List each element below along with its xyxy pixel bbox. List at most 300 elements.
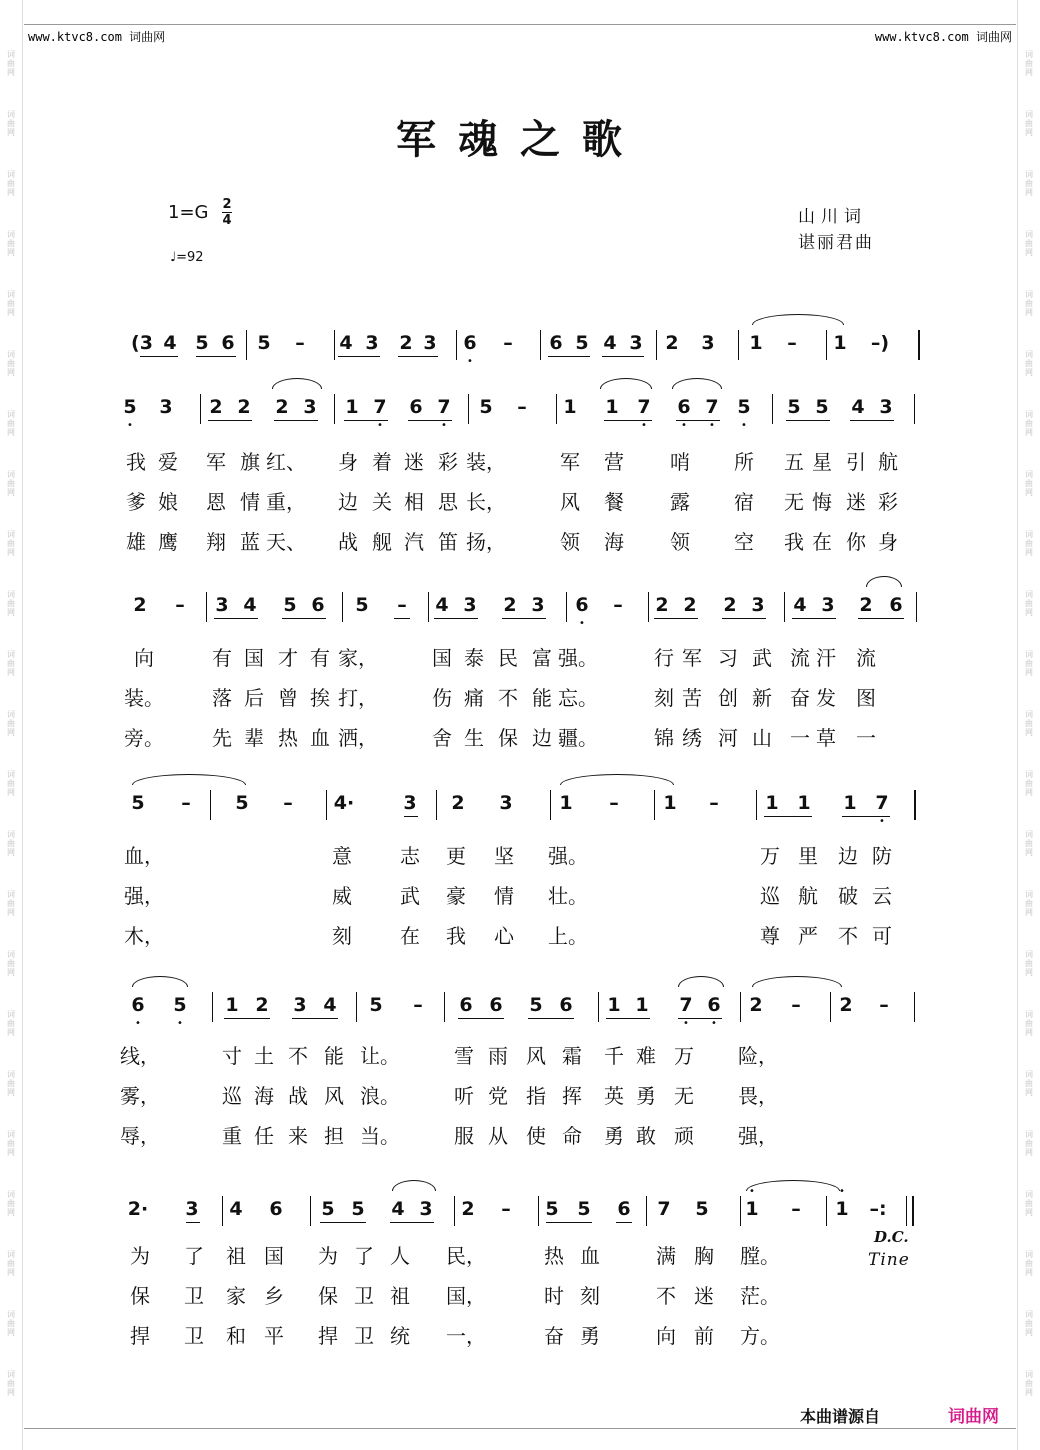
right-margin-strip <box>1017 0 1040 1450</box>
note: 1 <box>345 396 359 418</box>
octave-dot-below: • <box>681 420 687 431</box>
note: 4 <box>339 332 353 354</box>
lyric-char: 风 <box>324 1084 344 1108</box>
lyric-char: 边 <box>338 490 358 514</box>
lyric-char: 家 <box>226 1284 246 1308</box>
lyric-char: 富 <box>532 646 552 670</box>
note: 6 <box>617 1198 631 1220</box>
note: 2 <box>839 994 853 1016</box>
bar-line <box>598 992 599 1022</box>
lyric-char: 破 <box>838 884 858 908</box>
lyric-char: 为 <box>130 1244 150 1268</box>
lyric-char: 彩 <box>438 450 458 474</box>
note: 1 <box>605 396 619 418</box>
lyric-char: 装。 <box>124 686 164 710</box>
note-underline <box>140 356 178 357</box>
footer-brand-link[interactable]: 词曲网 <box>948 1407 999 1427</box>
lyric-char: 和 <box>226 1324 246 1348</box>
note: 2 <box>859 594 873 616</box>
note: 3 <box>293 994 307 1016</box>
lyric-char: 星 <box>812 450 832 474</box>
lyric-char: 勇 <box>580 1324 600 1348</box>
lyric-char: 草 <box>816 726 836 750</box>
lyric-char: 服 <box>454 1124 474 1148</box>
lyric-char: 后 <box>244 686 264 710</box>
lyric-char: 餐 <box>604 490 624 514</box>
time-signature-bottom: 4 <box>222 213 232 228</box>
lyric-char: 锦 <box>654 726 674 750</box>
octave-dot-below: • <box>683 1018 689 1029</box>
bar-line <box>556 394 557 424</box>
lyric-char: 不 <box>498 686 518 710</box>
lyric-char: 辱， <box>120 1124 160 1148</box>
note-underline <box>282 618 326 619</box>
tie-slur <box>752 976 842 987</box>
header-url-left[interactable]: www.ktvc8.com 词曲网 <box>28 30 166 44</box>
note: –) <box>870 332 890 354</box>
side-watermark: 词 曲 网 <box>1025 1130 1033 1157</box>
bar-line <box>222 1196 223 1226</box>
note: – <box>503 332 513 354</box>
lyric-char: 满 <box>656 1244 676 1268</box>
lyric-char: 流 <box>856 646 876 670</box>
lyric-char: 装， <box>466 450 506 474</box>
lyric-char: 有 <box>212 646 232 670</box>
lyric-char: 挥 <box>562 1084 582 1108</box>
octave-dot-above: • <box>749 1186 755 1197</box>
lyric-char: 生 <box>464 726 484 750</box>
bar-line <box>310 1196 311 1226</box>
note: – <box>295 332 305 354</box>
bar-line <box>456 330 457 360</box>
lyric-char: 重 <box>222 1124 242 1148</box>
bar-line <box>326 790 327 820</box>
lyric-char: 任 <box>254 1124 274 1148</box>
tie-slur <box>866 576 902 587</box>
lyric-char: 卫 <box>354 1324 374 1348</box>
tie-slur <box>132 774 246 785</box>
note-underline <box>606 1018 650 1019</box>
lyric-char: 先 <box>212 726 232 750</box>
lyric-char: 伤 <box>432 686 452 710</box>
side-watermark: 词 曲 网 <box>1025 1310 1033 1337</box>
note: – <box>397 594 407 616</box>
note: 5 <box>479 396 493 418</box>
lyric-char: 严 <box>798 924 818 948</box>
lyric-char: 领 <box>670 530 690 554</box>
note: 4 <box>851 396 865 418</box>
note-underline <box>394 618 410 619</box>
note: 4 <box>435 594 449 616</box>
lyric-char: 军 <box>682 646 702 670</box>
bar-line <box>784 592 785 622</box>
lyric-char: 人 <box>390 1244 410 1268</box>
note: 5 <box>369 994 383 1016</box>
lyric-char: 迷 <box>404 450 424 474</box>
note: 1 <box>843 792 857 814</box>
lyric-char: 红、 <box>266 450 306 474</box>
lyric-char: 习 <box>718 646 738 670</box>
dc-mark: D.C. <box>874 1228 909 1246</box>
bar-line <box>334 330 335 360</box>
note: – <box>613 594 623 616</box>
side-watermark: 词 曲 网 <box>7 650 15 677</box>
lyric-char: 巡 <box>760 884 780 908</box>
lyric-char: 天、 <box>266 530 306 554</box>
lyric-char: 土 <box>254 1044 274 1068</box>
note: 1 <box>835 1198 849 1220</box>
lyric-char: 悔 <box>812 490 832 514</box>
lyric-char: 关 <box>372 490 392 514</box>
note: 5 <box>131 792 145 814</box>
note-underline <box>616 1222 632 1223</box>
lyric-char: 木， <box>124 924 164 948</box>
lyric-char: 强。 <box>558 646 598 670</box>
note: 2 <box>665 332 679 354</box>
lyric-char: 舰 <box>372 530 392 554</box>
bar-line <box>550 790 551 820</box>
lyric-char: 航 <box>798 884 818 908</box>
bar-line <box>914 394 915 424</box>
lyric-char: 让。 <box>360 1044 400 1068</box>
lyric-char: 边 <box>838 844 858 868</box>
note-underline <box>434 618 478 619</box>
note-underline <box>786 420 830 421</box>
note: 2 <box>255 994 269 1016</box>
lyric-char: 海 <box>254 1084 274 1108</box>
lyric-char: 战 <box>288 1084 308 1108</box>
note: 1 <box>663 792 677 814</box>
tie-slur <box>672 378 722 389</box>
note: 6 <box>489 994 503 1016</box>
lyric-char: 热 <box>544 1244 564 1268</box>
lyric-char: 寸 <box>222 1044 242 1068</box>
side-watermark: 词 曲 网 <box>1025 290 1033 317</box>
lyric-char: 汽 <box>404 530 424 554</box>
note: – <box>879 994 889 1016</box>
lyric-char: 英 <box>604 1084 624 1108</box>
lyric-char: 战 <box>338 530 358 554</box>
footer-source-label: 本曲谱源自 <box>800 1407 881 1426</box>
lyric-char: 卫 <box>354 1284 374 1308</box>
note: 4 <box>323 994 337 1016</box>
note: 6 <box>677 396 691 418</box>
lyric-char: 风 <box>560 490 580 514</box>
note: 5 <box>283 594 297 616</box>
side-watermark: 词 曲 网 <box>1025 1370 1033 1397</box>
bar-line <box>454 1196 455 1226</box>
lyric-char: 了 <box>354 1244 374 1268</box>
note: 1 <box>225 994 239 1016</box>
lyric-char: 宿 <box>734 490 754 514</box>
lyric-char: 豪 <box>446 884 466 908</box>
note-underline <box>764 816 812 817</box>
note-underline <box>654 618 698 619</box>
bar-line <box>206 592 207 622</box>
lyric-char: 忘。 <box>558 686 598 710</box>
lyric-char: 不 <box>288 1044 308 1068</box>
lyric-char: 鹰 <box>158 530 178 554</box>
note-underline <box>320 1222 366 1223</box>
note: 1 <box>833 332 847 354</box>
note: 3 <box>701 332 715 354</box>
tempo-marking: ♩=92 <box>170 250 204 265</box>
note: (3 <box>131 332 153 354</box>
note: 3 <box>303 396 317 418</box>
lyric-char: 疆。 <box>558 726 598 750</box>
note: 1 <box>635 994 649 1016</box>
note: 4 <box>391 1198 405 1220</box>
side-watermark: 词 曲 网 <box>7 590 15 617</box>
lyric-char: 扬， <box>466 530 506 554</box>
tie-slur <box>678 976 724 987</box>
lyric-char: 里 <box>798 844 818 868</box>
lyric-char: 身 <box>878 530 898 554</box>
lyric-char: 哨 <box>670 450 690 474</box>
note: 7 <box>875 792 889 814</box>
side-watermark: 词 曲 网 <box>1025 590 1033 617</box>
lyric-char: 军 <box>206 450 226 474</box>
note: 5 <box>257 332 271 354</box>
side-watermark: 词 曲 网 <box>1025 1070 1033 1097</box>
lyric-char: 血 <box>310 726 330 750</box>
lyric-char: 着 <box>372 450 392 474</box>
note: 1 <box>765 792 779 814</box>
lyric-char: 情 <box>494 884 514 908</box>
note-underline <box>792 618 836 619</box>
note-underline <box>196 356 236 357</box>
bar-line <box>826 1196 827 1226</box>
tie-slur <box>272 378 322 389</box>
lyric-char: 指 <box>526 1084 546 1108</box>
lyric-char: 在 <box>400 924 420 948</box>
side-watermark: 词 曲 网 <box>1025 890 1033 917</box>
note: 7 <box>657 1198 671 1220</box>
lyric-char: 雾， <box>120 1084 160 1108</box>
lyric-char: 翔 <box>206 530 226 554</box>
lyric-char: 落 <box>212 686 232 710</box>
side-watermark: 词 曲 网 <box>7 1190 15 1217</box>
lyric-char: 挨 <box>310 686 330 710</box>
note: 1 <box>749 332 763 354</box>
side-watermark: 词 曲 网 <box>7 170 15 197</box>
note-underline <box>390 1222 434 1223</box>
lyric-char: 威 <box>332 884 352 908</box>
left-margin-strip <box>0 0 23 1450</box>
note: 5 <box>577 1198 591 1220</box>
note: 2 <box>683 594 697 616</box>
octave-dot-below: • <box>377 420 383 431</box>
lyric-char: 雄 <box>126 530 146 554</box>
lyric-char: 胸 <box>694 1244 714 1268</box>
bar-line <box>740 1196 741 1226</box>
note: 2 <box>237 396 251 418</box>
lyric-char: 巡 <box>222 1084 242 1108</box>
lyric-char: 捍 <box>318 1324 338 1348</box>
tie-slur <box>560 774 674 785</box>
lyric-char: 彩 <box>878 490 898 514</box>
note: 5 <box>351 1198 365 1220</box>
note: – <box>517 396 527 418</box>
note: – <box>709 792 719 814</box>
note: 2 <box>275 396 289 418</box>
lyric-char: 武 <box>752 646 772 670</box>
lyricist-credit: 山川词 <box>798 207 867 227</box>
side-watermark: 词 曲 网 <box>1025 350 1033 377</box>
note-underline <box>214 618 258 619</box>
lyric-char: 曾 <box>278 686 298 710</box>
lyric-char: 辈 <box>244 726 264 750</box>
note-underline <box>602 356 644 357</box>
note: –: <box>869 1198 887 1220</box>
music-line <box>0 988 1040 1026</box>
octave-dot-below: • <box>711 1018 717 1029</box>
octave-dot-below: • <box>127 420 133 431</box>
lyric-char: 不 <box>656 1284 676 1308</box>
music-line <box>0 326 1040 364</box>
note: 3 <box>215 594 229 616</box>
lyric-char: 航 <box>878 450 898 474</box>
lyric-char: 党 <box>488 1084 508 1108</box>
note: 5 <box>355 594 369 616</box>
octave-dot-below: • <box>579 618 585 629</box>
note: 1 <box>563 396 577 418</box>
lyric-char: 乡 <box>264 1284 284 1308</box>
bar-line <box>830 992 831 1022</box>
lyric-char: 前 <box>694 1324 714 1348</box>
lyric-char: 一 <box>856 726 876 750</box>
lyric-char: 云 <box>872 884 892 908</box>
note: 3 <box>531 594 545 616</box>
note: 6 <box>575 594 589 616</box>
note: 2 <box>209 396 223 418</box>
side-watermark: 词 曲 网 <box>7 950 15 977</box>
note-underline <box>224 1018 270 1019</box>
side-watermark: 词 曲 网 <box>1025 770 1033 797</box>
note: 3 <box>751 594 765 616</box>
note: 4 <box>243 594 257 616</box>
bar-line <box>654 790 655 820</box>
side-watermark: 词 曲 网 <box>1025 950 1033 977</box>
lyric-char: 民 <box>498 646 518 670</box>
bar-line <box>428 592 429 622</box>
side-watermark: 词 曲 网 <box>1025 170 1033 197</box>
note-underline <box>458 1018 504 1019</box>
lyric-char: 笛 <box>438 530 458 554</box>
lyric-char: 国 <box>264 1244 284 1268</box>
time-signature <box>222 198 232 227</box>
lyric-char: 引 <box>846 450 866 474</box>
note: 5 <box>235 792 249 814</box>
note: 1 <box>745 1198 759 1220</box>
time-signature-top: 2 <box>222 197 232 212</box>
bar-line <box>740 992 741 1022</box>
lyric-char: 听 <box>454 1084 474 1108</box>
final-repeat-bar <box>912 1196 914 1226</box>
lyric-char: 无 <box>784 490 804 514</box>
note-underline <box>338 356 380 357</box>
note: 3 <box>463 594 477 616</box>
note-underline <box>208 420 252 421</box>
lyric-char: 防 <box>872 844 892 868</box>
note: – <box>787 332 797 354</box>
note: 2 <box>655 594 669 616</box>
note: 5 <box>173 994 187 1016</box>
lyric-char: 一， <box>446 1324 486 1348</box>
bar-line <box>212 992 213 1022</box>
lyric-char: 卫 <box>184 1284 204 1308</box>
lyric-char: 了 <box>184 1244 204 1268</box>
header-url-right[interactable]: www.ktvc8.com 词曲网 <box>874 30 1012 44</box>
note: 3 <box>821 594 835 616</box>
lyric-char: 所 <box>734 450 754 474</box>
bar-line <box>914 790 916 820</box>
lyric-char: 向 <box>656 1324 676 1348</box>
note: 2 <box>451 792 465 814</box>
note: 4· <box>333 792 355 814</box>
lyric-char: 线， <box>120 1044 160 1068</box>
lyric-char: 血， <box>124 844 164 868</box>
lyric-char: 保 <box>130 1284 150 1308</box>
side-watermark: 词 曲 网 <box>1025 110 1033 137</box>
lyric-char: 刻 <box>654 686 674 710</box>
lyric-char: 难 <box>636 1044 656 1068</box>
side-watermark: 词 曲 网 <box>1025 710 1033 737</box>
lyric-char: 旁。 <box>124 726 164 750</box>
bar-line <box>772 394 773 424</box>
lyric-char: 茫。 <box>740 1284 780 1308</box>
note: 5 <box>321 1198 335 1220</box>
key-signature: 1=G <box>168 202 209 223</box>
bar-line <box>566 592 567 622</box>
note: – <box>181 792 191 814</box>
note: 3 <box>499 792 513 814</box>
note: 6 <box>707 994 721 1016</box>
lyric-char: 祖 <box>390 1284 410 1308</box>
lyric-char: 当。 <box>360 1124 400 1148</box>
lyric-char: 创 <box>718 686 738 710</box>
lyric-char: 捍 <box>130 1324 150 1348</box>
lyric-char: 可 <box>872 924 892 948</box>
note: 4 <box>793 594 807 616</box>
note: 2 <box>399 332 413 354</box>
lyric-char: 万 <box>674 1044 694 1068</box>
side-watermark: 词 曲 网 <box>7 890 15 917</box>
note: 5 <box>123 396 137 418</box>
note: 3 <box>423 332 437 354</box>
side-watermark: 词 曲 网 <box>7 710 15 737</box>
lyric-char: 绣 <box>682 726 702 750</box>
lyric-char: 泰 <box>464 646 484 670</box>
bar-line <box>738 330 739 360</box>
note: 2 <box>503 594 517 616</box>
fine-mark: Tine <box>868 1250 910 1270</box>
lyric-char: 霜 <box>562 1044 582 1068</box>
note: 3 <box>403 792 417 814</box>
lyric-char: 万 <box>760 844 780 868</box>
lyric-char: 保 <box>498 726 518 750</box>
note-underline <box>502 618 546 619</box>
lyric-char: 强。 <box>548 844 588 868</box>
note: 5 <box>787 396 801 418</box>
note: 5 <box>737 396 751 418</box>
final-repeat-bar-thin <box>906 1196 907 1226</box>
lyric-char: 蓝 <box>240 530 260 554</box>
note-underline <box>546 1222 592 1223</box>
lyric-char: 在 <box>812 530 832 554</box>
lyric-char: 向 <box>134 646 154 670</box>
lyric-char: 顽 <box>674 1124 694 1148</box>
